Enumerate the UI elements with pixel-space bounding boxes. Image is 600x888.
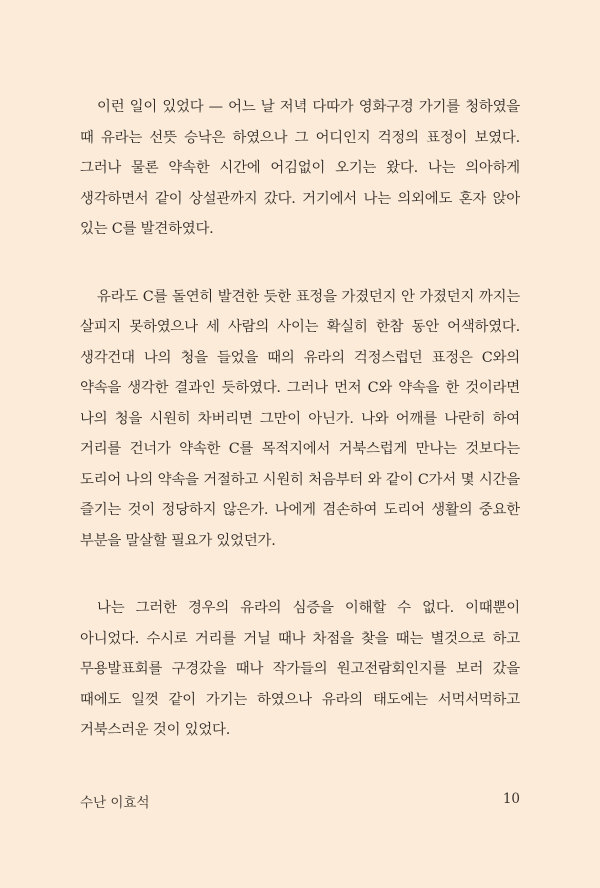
paragraph-1: 이런 일이 있었다 — 어느 날 저녁 다따가 영화구경 가기를 청하였을 때 유라는 선뜻 승낙은 하였으나 그 어디인지 걱정의 표정이 보였다. 그러나 물론 약속한 시간에 어김없이 오기는 왔다. 나는 의아하게 생각하면서 같이 상설관까지 갔다. 거기에서 나는 의외에도 혼자 앉아 있는 C를 발견하였다.	[80, 99, 520, 237]
page-footer	[80, 791, 520, 811]
running-title: 수난 이효석	[80, 795, 150, 811]
paragraph-3: 나는 그러한 경우의 유라의 심증을 이해할 수 없다. 이때뿐이 아니었다. 수시로 거리를 거닐 때나 차점을 찾을 때는 별것으로 하고 무용발표회를 구경갔을 때나 작가들의 원고전람회인지를 보러 갔을 때에도 일껏 같이 가기는 하였으나 유라의 태도에는 서먹서먹하고 거북스러운 것이 있었다.	[80, 600, 520, 738]
page-number: 10	[502, 791, 520, 807]
body-text	[80, 92, 520, 783]
paragraph-2: 유라도 C를 돌연히 발견한 듯한 표정을 가졌던지 안 가졌던지 까지는 살피지 못하였으나 세 사람의 사이는 확실히 한참 동안 어색하였다. 생각건대 나의 청을 들었을 때의 유라의 걱정스럽던 표정은 C와의 약속을 생각한 결과인 듯하였다. 그러나 먼저 C와 약속을 한 것이라면 나의 청을 시원히 차버리면 그만이 아닌가. 나와 어깨를 나란히 하여 거리를 건너가 약속한 C를 목적지에서 거북스럽게 만나는 것보다는 도리어 나의 약속을 거절하고 시원히 처음부터 와 같이 C가서 몇 시간을 즐기는 것이 정당하지 않은가. 나에게 겸손하여 도리어 생활의 중요한 부분을 말살할 필요가 있었던가.	[80, 288, 520, 549]
